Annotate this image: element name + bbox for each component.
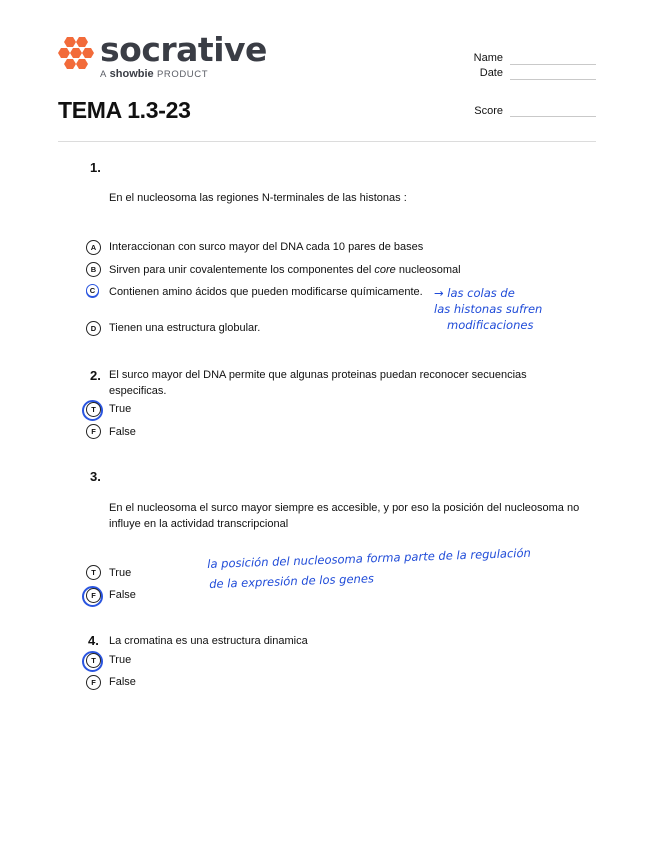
q1-option-a-text: Interaccionan con surco mayor del DNA cada 10 pares de bases <box>109 241 424 253</box>
q3-option-true-text: True <box>109 567 132 579</box>
date-label: Date <box>479 67 503 79</box>
handwritten-note-line: modificaciones <box>447 318 534 332</box>
page-title: TEMA 1.3-23 <box>58 97 191 123</box>
header-divider <box>58 141 596 142</box>
socrative-logo <box>58 30 267 84</box>
score-field[interactable] <box>510 116 596 117</box>
q4-option-false-text: False <box>109 676 136 688</box>
q1-option-d-radio[interactable]: D <box>86 321 101 336</box>
q1-option-c-radio[interactable]: C <box>86 284 99 297</box>
handwritten-note-line: → las colas de <box>434 286 515 300</box>
q1-option-b-radio[interactable]: B <box>86 262 101 277</box>
question-2-text: El surco mayor del DNA permite que algunas proteinas puedan reconocer secuencias especificas. <box>109 369 527 397</box>
question-1-number: 1. <box>90 160 101 175</box>
name-label: Name <box>473 52 503 64</box>
name-field[interactable] <box>510 64 596 65</box>
question-4-text: La cromatina es una estructura dinamica <box>109 635 308 647</box>
handwritten-note-line: de la expresión de los genes <box>209 571 375 591</box>
brand-tagline: A showbie PRODUCT <box>100 68 209 80</box>
q3-option-false-radio[interactable]: F <box>86 588 101 603</box>
hexagon-logo-icon <box>58 36 94 76</box>
q1-option-d-text: Tienen una estructura globular. <box>109 322 261 334</box>
q3-option-false-text: False <box>109 589 136 601</box>
q4-option-false-radio[interactable]: F <box>86 675 101 690</box>
question-4-number: 4. <box>88 633 99 648</box>
question-1-text: En el nucleosoma las regiones N-terminales de las histonas : <box>109 192 407 204</box>
q4-option-true-radio[interactable]: T <box>86 653 101 668</box>
q1-option-b-text: Sirven para unir covalentemente los componentes del core nucleosomal <box>109 264 461 276</box>
brand-name: socrative <box>100 30 267 69</box>
q2-option-false-radio[interactable]: F <box>86 424 101 439</box>
handwritten-note-line: la posición del nucleosoma forma parte de la regulación <box>207 545 532 571</box>
q3-option-true-radio[interactable]: T <box>86 565 101 580</box>
date-field[interactable] <box>510 79 596 80</box>
q2-option-true-radio[interactable]: T <box>86 402 101 417</box>
q4-option-true-text: True <box>109 654 132 666</box>
question-3-text: En el nucleosoma el surco mayor siempre es accesible, y por eso la posición del nucleosoma no influye en la actividad transcripcional <box>109 502 580 530</box>
q1-option-c-text: Contienen amino ácidos que pueden modificarse químicamente. <box>109 286 423 298</box>
q2-option-false-text: False <box>109 426 136 438</box>
q2-option-true-text: True <box>109 403 132 415</box>
score-label: Score <box>474 105 503 117</box>
q1-option-a-radio[interactable]: A <box>86 240 101 255</box>
handwritten-note-line: las histonas sufren <box>434 302 543 316</box>
question-2-number: 2. <box>90 368 101 383</box>
question-3-number: 3. <box>90 469 101 484</box>
